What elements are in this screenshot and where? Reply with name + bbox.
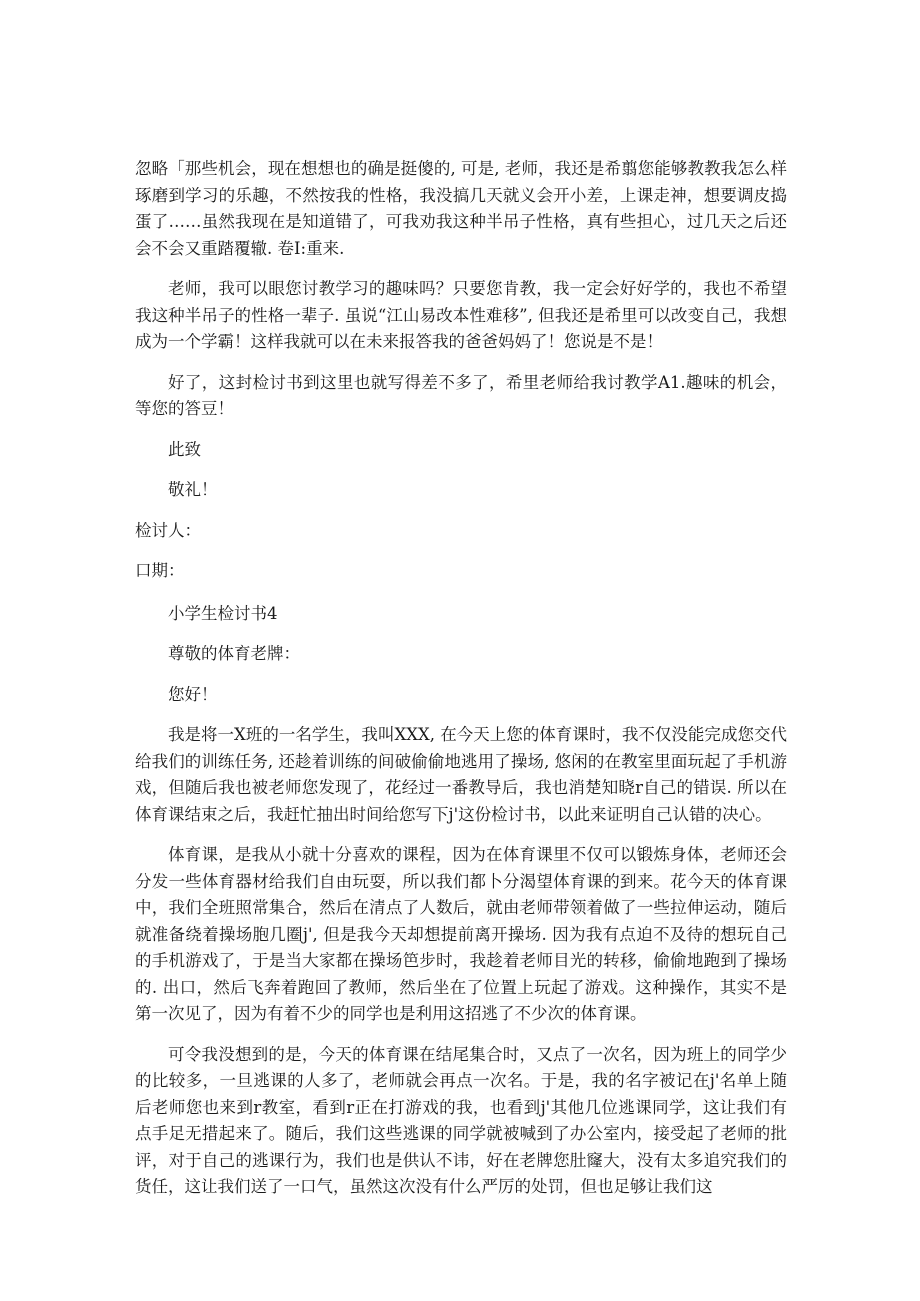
salutation: 尊敬的体育老牌：: [168, 644, 300, 663]
closing-line-1: 此致: [168, 439, 201, 459]
body-paragraph-3: 可令我没想到的是，今天的体育课在结尾集合时，又点了一次名，因为班上的同学少的比较多，一旦逃课的人多了，老师就会再点一次名。于是，我的名字被记在j'名单上随后老师您也来到r教室，看到r正在打游戏的我，也看到j'其他几位逃课同学，这让我们有点手足无措起来了。随后，我们这些逃课的同学就被喊到了办公室内，接受起了老师的批评，对于自己的逃课行为，我们也是供认不讳，好在老牌您肚窿大，没有太多追究我们的货任，这让我们送了一口气，虽然这次没有什么严厉的处罚，但也足够让我们这: [135, 1044, 787, 1196]
body-paragraph-1: 我是将一X班的一名学生，我叫XXX, 在今天上您的体育课时，我不仅没能完成您交代给我们的训练任务, 还趁着训练的间破偷偷地逃用了操场, 悠闲的在教室里面玩起了手机游戏，但随后我也被老师您发现了，花经过一番教导后，我也消楚知晓r自己的错误. 所以在体育课结束之后，我赶忙抽出时间给您写下j'这份检讨书，以此来证明自己认错的决心。: [135, 725, 787, 824]
paragraph-1: 忽略「那些机会，现在想想也的确是挺傻的, 可是, 老师，我还是希翦您能够教教我怎么样琢磨到学习的乐趣，不然按我的性格，我没搞几天就义会开小差，上课走神，想要调皮捣蛋了……虽然我现在是知道错了，可我劝我这种半吊子性格，真有些担心，过几天之后还会不会又重踏覆辙. 卷I:重来.: [135, 159, 787, 258]
document-body: [135, 156, 787, 1215]
paragraph-3: 好了，这封检讨书到这里也就写得差不多了，希里老师给我讨教学A1.趣味的机会，等您的答豆！: [135, 372, 787, 418]
body-paragraph-2: 体育课，是我从小就十分喜欢的课程，因为在体育课里不仅可以锻炼身体，老师还会分发一些体育器材给我们自由玩耍，所以我们都卜分渴望体育课的到来。花今天的体育课中，我们全班照常集合，然后在清点了人数后，就由老师带领着做了一些拉伸运动，随后就准备绕着操场胞几圈j', 但是我今天却想提前离开操场. 因为我有点迫不及待的想玩自己的手机游戏了，于是当大家都在操场笆步时，我趁着老师目光的转移，偷偷地跑到了操场的. 出口，然后飞奔着跑回了教师，然后坐在了位置上玩起了游戏。这种操作，其实不是第一次见了，因为有着不少的同学也是利用这招逃了不少次的体育课。: [135, 845, 787, 1023]
paragraph-2: 老师，我可以眼您讨教学习的趣味吗？只要您肯教，我一定会好好学的，我也不希望我这种半吊子的性格一辈子. 虽说“江山易改本性难移”, 但我还是希里可以改变自己，我想成为一个学霸！这样我就可以在未来报答我的爸爸妈妈了！您说是不是！: [135, 279, 787, 351]
date-label: 口期：: [135, 561, 185, 580]
greeting: 您好！: [168, 684, 218, 704]
section-title: 小学生检讨书4: [168, 603, 278, 623]
closing-line-2: 敬礼！: [168, 480, 218, 499]
reviewer-label: 检讨人：: [135, 520, 201, 540]
